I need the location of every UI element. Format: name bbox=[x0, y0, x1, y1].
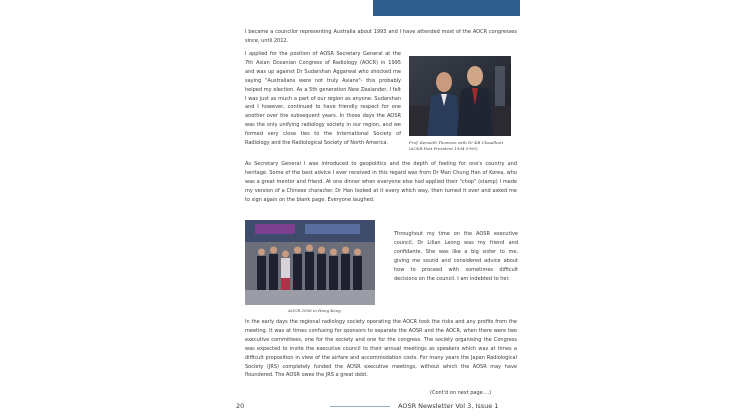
header-accent-bar bbox=[373, 0, 520, 16]
paragraph-secretary-election: I applied for the position of AOSR Secretary General at the 7th Asian Oceanian Congress of Radiology (AOCR) in 1995 and was up against Dr Sudarshan Aggarwal who shocked me saying "Australians were not truly Asians"- this probably helped my election. As a 5th generation New Zealander, I felt I was just as much a part of our region as anyone. Sudarshan and I however, continued to have friendly respect for one another over the subsequent years. In those days the AOSR was the only unifying radiology society in our region, and we formed very close ties to the International Society of Radiology and the Radiological Society of North America. bbox=[245, 51, 401, 147]
photo1-caption: Prof. Kenneth Thomson with Dr KB Chaudhuri (AOSR Past President 1994-1995) bbox=[409, 140, 504, 151]
photo-thomson-chaudhuri bbox=[409, 56, 511, 136]
publication-name: AOSR Newsletter Vol 3, Issue 1 bbox=[398, 402, 499, 410]
photo2-caption: AOCR 2008 in Hong Kong bbox=[288, 308, 341, 313]
paragraph-geopolitics: As Secretary General I was introduced to geopolitics and the depth of feeling for one's country and heritage. Some of the best advice I ever received in this regard was from Dr Man Chung Han of Korea, who was a great mentor and friend. At one dinner when everyone else had applied their "chop" (stamp) I made my version of a Chinese character. Dr Han looked at it every which way, then turned it over and asked me to sign again on the blank page. Everyone laughed. bbox=[245, 161, 517, 203]
photo-aocr-2008 bbox=[245, 220, 375, 305]
paragraph-councilor: I became a councilor representing Australia about 1993 and I have attended most of the AOCR congresses since, until 2012. bbox=[245, 29, 517, 44]
photo-image bbox=[409, 56, 511, 136]
footer-divider bbox=[330, 406, 390, 407]
paragraph-early-days: In the early days the regional radiology society operating the AOCR took the risks and any profits from the meeting. It was at times confusing for sponsors to separate the AOSR and the AOCR, when there were two executive committees, one for the society and one for the congress. The society organising the Congress was expected to invite the executive council to their annual meetings as speakers which was at times a difficult proposition in view of the airfare and accommodation costs. For many years the Japan Radiological Society (JRS) completely funded the AOSR executive meetings, without which the AOSR may have floundered. The AOSR owes the JRS a great debt. bbox=[245, 319, 517, 379]
continued-note: (Cont'd on next page....) bbox=[430, 390, 492, 396]
page-number: 20 bbox=[236, 402, 245, 410]
paragraph-lilian-leong: Throughout my time on the AOSR executive council, Dr Lilian Leong was my friend and confidante. She was like a big sister to me, giving me sound and considered advice about how to proceed with sometimes difficult decisions on the council. I am indebted to her. bbox=[394, 231, 518, 282]
group-photo-image bbox=[245, 220, 375, 305]
